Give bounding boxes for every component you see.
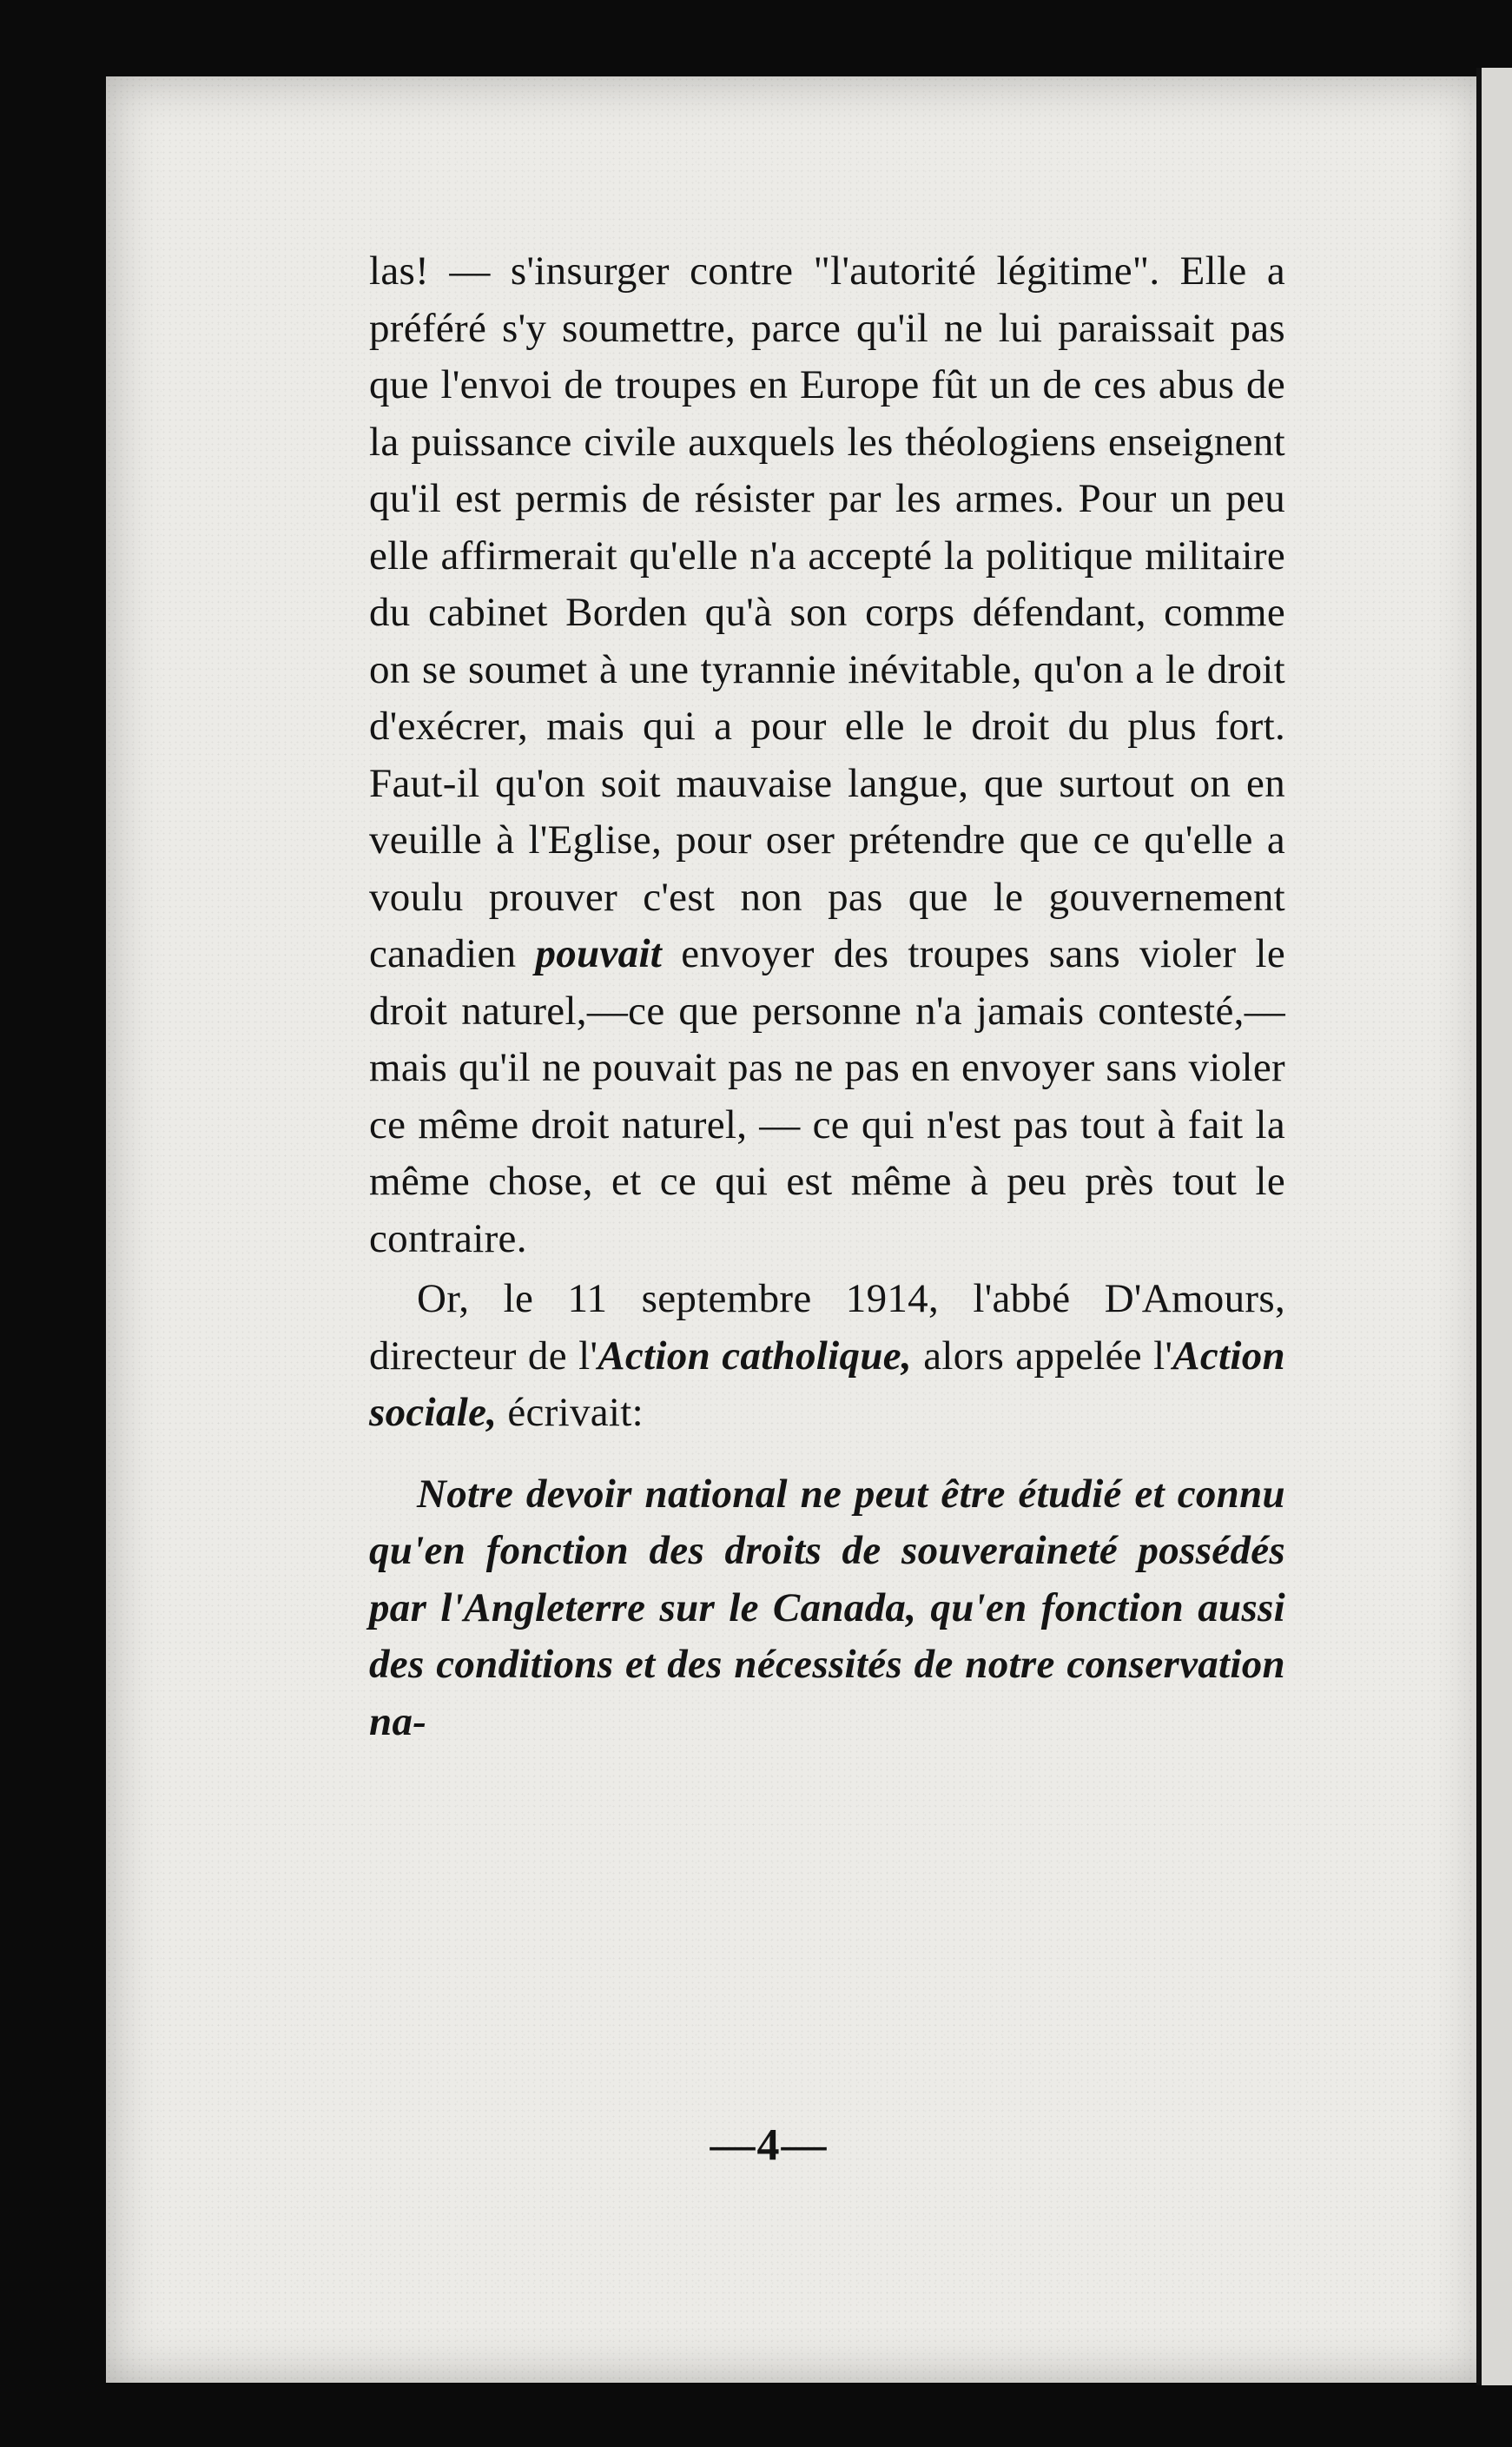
paragraph-2-emphasis-2: Action sociale,: [369, 1333, 1285, 1435]
page-number-text: —4—: [710, 2120, 829, 2170]
paragraph-1-text: las! — s'insurger contre "l'autorité légitime". Elle a préféré s'y soumettre, parce qu'il ne lui paraissait pas que l'envoi de troupes en Europe fût un de ces abus de la puissance civile auxquels les théologiens enseignent qu'il est permis de résister par les armes. Pour un peu elle affirmerait qu'elle n'a accepté la politique militaire du cabinet Borden qu'à son corps défendant, comme on se soumet à une tyrannie inévitable, qu'on a le droit d'exécrer, mais qui a pour elle le droit du plus fort. Faut-il qu'on soit mauvaise langue, que surtout on en veuille à l'Eglise, pour oser prétendre que ce qu'elle a voulu prouver c'est non pas que le gouvernement canadien: [369, 248, 1285, 976]
paragraph-2-text-a: Or, le 11 septembre 1914, l'abbé D'Amours, directeur de l': [369, 1276, 1285, 1379]
paragraph-1: [369, 243, 1285, 1267]
paragraph-2-emphasis-1: Action catholique,: [598, 1333, 912, 1379]
paragraph-2-text-b: alors appelée l': [911, 1333, 1173, 1379]
quotation: Notre devoir national ne peut être étudié et connu qu'en fonction des droits de souveraineté possédés par l'Angleterre sur le Canada, qu'en fonction aussi des conditions et des nécessités de notre conservation na-: [369, 1471, 1285, 1744]
paragraph-2-text-c: écrivait:: [497, 1390, 644, 1435]
body-text: [369, 243, 1285, 1750]
paragraph-2: [369, 1271, 1285, 1442]
paragraph-1-rest: envoyer des troupes sans violer le droit naturel,—ce que personne n'a jamais contesté,—mais qu'il ne pouvait pas ne pas en envoyer sans violer ce même droit naturel, — ce qui n'est pas tout à fait la même chose, et ce qui est même à peu près tout le contraire.: [369, 931, 1286, 1261]
page-number: [0, 2120, 1512, 2171]
adjacent-page-edge: [1476, 68, 1512, 2385]
paragraph-1-emphasis: pouvait: [535, 931, 663, 976]
